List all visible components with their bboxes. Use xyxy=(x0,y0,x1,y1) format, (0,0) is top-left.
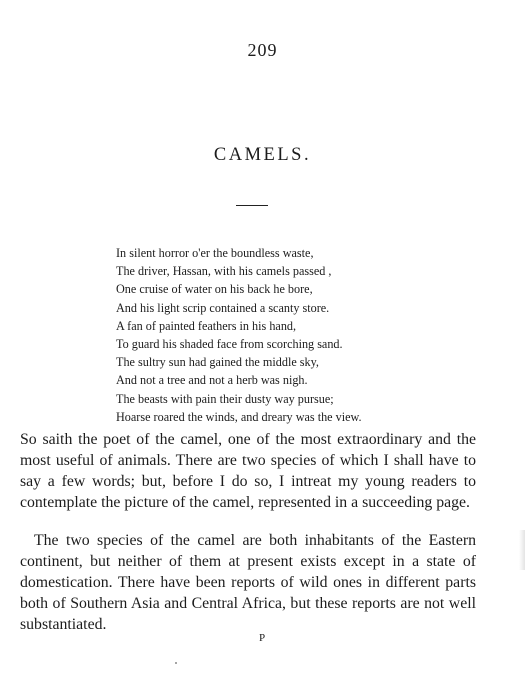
poem-line: To guard his shaded face from scorching sand. xyxy=(116,337,343,352)
poem-line: Hoarse roared the winds, and dreary was the view. xyxy=(116,409,362,424)
title-divider-rule xyxy=(236,205,268,206)
poem-line: The sultry sun had gained the middle sky, xyxy=(116,355,319,370)
poem-line: And not a tree and not a herb was nigh. xyxy=(116,373,308,388)
prose-paragraph-1 xyxy=(20,429,476,513)
poem-line: The beasts with pain their dusty way pursue; xyxy=(116,391,334,406)
poem-line: A fan of painted feathers in his hand, xyxy=(116,318,297,333)
paragraph-text: The two species of the camel are both inhabitants of the Eastern continent, but neither of them at present exists except in a state of domestication. There have been reports of wild ones in different parts both of Southern Asia and Central Africa, but these reports are not well substantiated. xyxy=(20,532,476,633)
prose-paragraph-2 xyxy=(20,530,476,635)
poem-block xyxy=(116,244,476,426)
poem-line: In silent horror o'er the boundless waste, xyxy=(116,246,314,260)
page-number: 209 xyxy=(247,40,278,60)
poem-line: And his light scrip contained a scanty store. xyxy=(116,300,330,315)
page-edge-shadow xyxy=(519,530,525,570)
poem-line: One cruise of water on his back he bore, xyxy=(116,282,313,297)
paper-speck xyxy=(175,662,177,664)
signature-mark: P xyxy=(258,632,267,644)
poem-line: The driver, Hassan, with his camels passed , xyxy=(116,264,332,279)
chapter-title: CAMELS. xyxy=(213,145,312,165)
paragraph-text: So saith the poet of the camel, one of the most extraordinary and the most useful of animals. There are two species of which I shall have to say a few words; but, before I do so, I intreat my young readers to contemplate the picture of the camel, represented in a succeeding page. xyxy=(20,431,476,511)
